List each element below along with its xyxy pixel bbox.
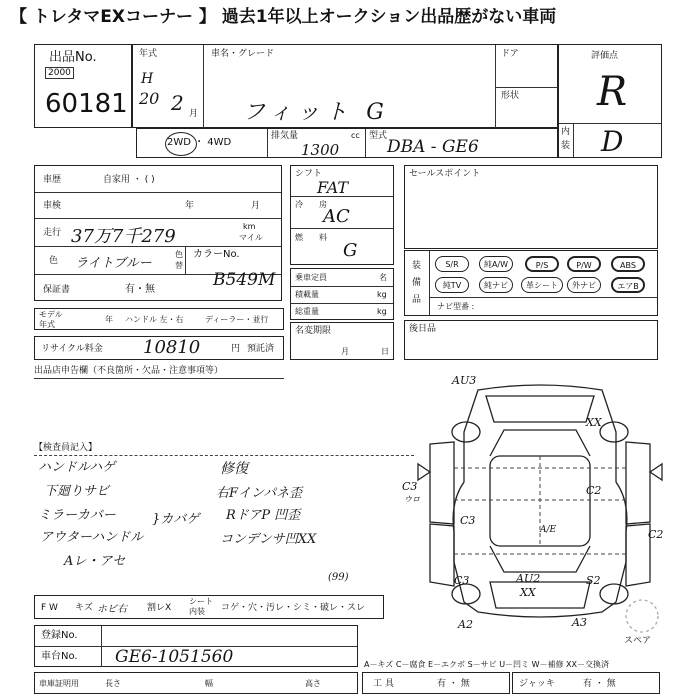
model-row: [34, 308, 284, 330]
color-label: 色: [49, 256, 59, 266]
equip-pw: P/W: [567, 256, 601, 272]
note-condenser: コンデンサ凹XX: [220, 532, 317, 547]
warranty-value: 有・無: [125, 284, 155, 295]
mileage-label: 走行: [43, 228, 62, 238]
certificate-label: 車庫証明用: [39, 679, 79, 688]
type-value: DBA - GE6: [387, 137, 479, 157]
fw-kizu-value: ホビ右: [97, 604, 127, 615]
equip-navi: 純ナビ: [479, 277, 513, 293]
type-label: 型式: [369, 131, 388, 141]
km-unit: km: [243, 222, 256, 231]
equip-label-2: 備: [412, 278, 422, 288]
color-change-1: 色: [175, 250, 183, 259]
tools-label: 工 具: [373, 679, 394, 689]
shift-label: シフト: [295, 169, 323, 179]
year-value: 20: [139, 89, 160, 108]
cert-width: 幅: [205, 679, 213, 688]
model-handle: ハンドル 左・右: [125, 315, 184, 324]
equip-ps: P/S: [525, 256, 559, 272]
registration-label: 登録No.: [41, 630, 78, 641]
fw-label: F W: [41, 603, 58, 613]
jack-label: ジャッキ: [519, 679, 555, 689]
model-year: 年: [105, 315, 113, 324]
door-label: ドア: [501, 49, 519, 59]
note-cover: }カバゲ: [152, 512, 200, 527]
model-label-1: モデル: [39, 310, 63, 319]
tools-box: [362, 672, 510, 694]
navi-model-label: ナビ型番 :: [437, 302, 475, 311]
fw-seat-1: シート: [189, 597, 213, 606]
jack-value: 有 ・ 無: [583, 679, 616, 689]
equip-label-1: 装: [412, 261, 422, 271]
fuel-label-2: 料: [319, 233, 327, 242]
name-change-day: 日: [381, 347, 389, 356]
ac-label-2: 房: [319, 200, 327, 209]
mark-a2a: A2: [458, 618, 473, 631]
shift-box: [290, 165, 394, 265]
history-value: 自家用 ・ ( ): [103, 175, 155, 185]
mile-unit: マイル: [239, 233, 263, 242]
mark-xx2: XX: [520, 586, 536, 599]
riding-unit: 名: [379, 273, 387, 282]
fw-seat-2: 内装: [189, 607, 205, 616]
tools-value: 有 ・ 無: [437, 679, 470, 689]
note-panel: 右Fインパネ歪: [216, 486, 303, 501]
mark-c3b: C3: [460, 514, 476, 527]
equip-sr: S/R: [435, 256, 469, 272]
score-box: [558, 44, 662, 158]
history-label: 車歴: [43, 175, 62, 185]
mark-c3sub: ウロ: [404, 495, 420, 504]
car-name-value: フィット G: [243, 100, 390, 125]
shift-value: FAT: [317, 178, 349, 197]
nenshiki-label: 年式: [139, 49, 158, 59]
colorno-value: B549M: [213, 270, 276, 290]
disp-label: 排気量: [271, 131, 299, 141]
note-handle: ハンドルハゲ: [38, 460, 116, 475]
jack-box: [512, 672, 660, 694]
equip-airbag: エアB: [611, 277, 645, 293]
keijo-label: 形状: [501, 91, 520, 101]
shaken-label: 車検: [43, 201, 62, 211]
damage-legend: A－キズ C－腐食 E－エクボ S－サビ U－凹ミ W－補修 XX－交換済: [364, 660, 610, 669]
total-unit: kg: [377, 307, 387, 316]
fuel-label-1: 燃: [295, 233, 303, 242]
fw-kizu: キズ: [75, 603, 93, 613]
score-value: R: [597, 69, 628, 115]
equip-seat: 革シート: [521, 277, 563, 293]
car-damage-diagram: [390, 372, 690, 672]
shaken-year-unit: 年: [185, 201, 195, 211]
registration-box: [34, 625, 358, 667]
mark-c2b: C2: [648, 528, 664, 541]
equip-aw: 純A/W: [479, 256, 513, 272]
recycle-row: [34, 336, 284, 360]
mark-afx: A/E: [540, 525, 557, 535]
equip-extnavi: 外ナビ: [567, 277, 601, 293]
cert-length: 長さ: [105, 679, 121, 688]
drive-label: 2WD ・ 4WD: [167, 137, 232, 148]
sales-point-label: セールスポイント: [409, 169, 481, 179]
month-unit: 月: [189, 109, 199, 119]
name-change-label: 名変期限: [295, 326, 332, 336]
load-unit: kg: [377, 290, 387, 299]
top-info-box: [132, 44, 558, 128]
fuel-value: G: [343, 240, 358, 261]
lot-year-tag: 2000: [45, 67, 74, 79]
note-repair: 修復: [220, 461, 248, 477]
equip-tv: 純TV: [435, 277, 469, 293]
mark-au2: AU2: [516, 572, 541, 585]
recycle-label: リサイクル料金: [41, 344, 103, 354]
era-value: H: [141, 71, 154, 87]
note-door: RドアP 凹歪: [226, 508, 301, 523]
chassis-label: 車台No.: [41, 651, 78, 662]
lot-number: 60181: [45, 89, 128, 119]
note-outer: アウターハンドル: [40, 530, 144, 545]
page-header: [10, 3, 690, 31]
equip-label-3: 品: [412, 295, 422, 305]
mark-s2: S2: [586, 574, 601, 587]
interior-value: D: [601, 125, 624, 158]
mark-c2a: C2: [586, 484, 602, 497]
recycle-value: 10810: [143, 337, 201, 358]
header-title: 【 トレタマEXコーナー 】 過去1年以上オークション出品歴がない車両: [10, 7, 557, 27]
spare-label: スペア: [624, 636, 652, 646]
shaken-month-unit: 月: [251, 201, 261, 211]
score-label: 評価点: [591, 51, 619, 61]
recycle-unit: 円: [231, 344, 241, 354]
model-dealer: ディーラー・並行: [205, 315, 269, 324]
mileage-value: 37万7千279: [71, 226, 176, 247]
capacity-box: [290, 268, 394, 320]
riding-label: 乗車定員: [295, 273, 327, 282]
drive-row: [136, 128, 558, 158]
lot-box: [34, 44, 132, 128]
mark-a3: A3: [572, 616, 587, 629]
load-label: 積載量: [295, 290, 319, 299]
cert-height: 高さ: [305, 679, 321, 688]
ac-label-1: 冷: [295, 200, 303, 209]
sales-point-box: [404, 165, 658, 249]
lot-label: 出品No.: [49, 50, 97, 65]
report-title: 出品店申告欄（不良箇所・欠品・注意事項等）: [34, 366, 224, 376]
fw-ware: 割レX: [147, 603, 172, 613]
fw-note: (99): [328, 572, 349, 583]
color-change-2: 替: [175, 261, 183, 270]
inspector-title: 【検査員記入】: [34, 443, 98, 453]
disp-value: 1300: [301, 141, 340, 159]
chassis-value: GE6-1051560: [115, 647, 234, 667]
total-label: 総重量: [295, 307, 319, 316]
note-a: Aレ・アセ: [64, 554, 126, 569]
color-value: ライトブルー: [75, 256, 152, 271]
naiso-label-1: 内: [561, 127, 571, 137]
ac-value: AC: [323, 206, 350, 227]
model-label-2: 年式: [39, 320, 55, 329]
equip-abs: ABS: [611, 256, 645, 272]
certificate-box: [34, 672, 358, 694]
month-value: 2: [171, 91, 184, 115]
car-name-label: 車名・グレード: [211, 49, 275, 59]
later-label: 後日品: [409, 324, 437, 334]
naiso-label-2: 装: [561, 141, 571, 151]
name-change-month: 月: [341, 347, 349, 356]
fw-row: [34, 595, 384, 619]
later-box: [404, 320, 658, 360]
name-change-box: [290, 322, 394, 360]
warranty-label: 保証書: [43, 285, 71, 295]
colorno-label: カラーNo.: [193, 249, 240, 260]
mark-c3c: C3: [454, 574, 470, 587]
fw-items: コゲ・穴・汚レ・シミ・破レ・スレ: [221, 603, 366, 613]
mark-xx1: XX: [586, 416, 602, 429]
mark-c3a: C3: [402, 480, 418, 493]
cc-unit: cc: [351, 131, 360, 140]
equipment-box: [404, 250, 658, 316]
note-mirror: ミラーカバー: [38, 508, 116, 523]
note-under: 下廻りサビ: [44, 484, 110, 499]
recycle-status: 預託済: [247, 344, 275, 354]
history-box: [34, 165, 282, 301]
mark-au3: AU3: [452, 374, 477, 387]
